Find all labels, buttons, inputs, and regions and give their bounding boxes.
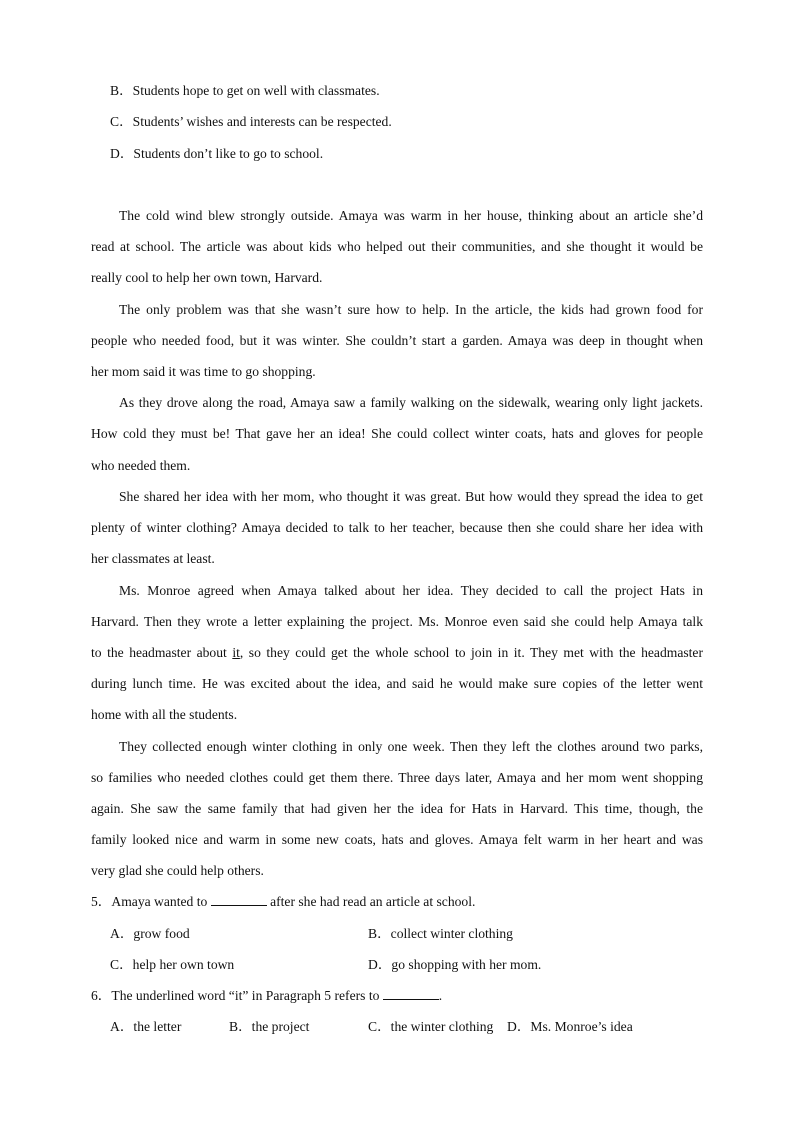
question-5-option-c <box>110 957 234 973</box>
paragraph-2-line: The only problem was that she wasn’t sure how to help. In the article, the kids had grown food for <box>119 302 703 317</box>
option-letter: B． <box>229 1019 252 1034</box>
question-5-option-a <box>110 926 190 942</box>
prev-option-c <box>110 114 392 130</box>
underlined-word: it <box>232 645 240 660</box>
option-text: grow food <box>133 926 190 941</box>
option-letter: B． <box>110 83 133 98</box>
paragraph-4-line: plenty of winter clothing? Amaya decided to talk to her teacher, because then she could share her idea with <box>91 520 703 535</box>
answer-blank <box>383 988 439 1000</box>
paragraph-4-line: She shared her idea with her mom, who thought it was great. But how would they spread the idea to get <box>119 489 703 504</box>
paragraph-1-line: really cool to help her own town, Harvard. <box>91 270 323 285</box>
paragraph-2-line: her mom said it was time to go shopping. <box>91 364 316 379</box>
question-5-option-b <box>368 926 513 942</box>
paragraph-5-line: home with all the students. <box>91 707 238 722</box>
paragraph-6-line: so families who needed clothes could get them there. Three days later, Amaya and her mom went shopping <box>91 770 703 785</box>
option-letter: A． <box>110 1019 134 1034</box>
paragraph-3-line: How cold they must be! That gave her an idea! She could collect winter coats, hats and gloves for people <box>91 426 703 441</box>
paragraph-5-line: Harvard. Then they wrote a letter explaining the project. Ms. Monroe even said she could help Amaya talk <box>91 614 703 629</box>
question-6-option-c <box>368 1019 493 1035</box>
paragraph-5-line: Ms. Monroe agreed when Amaya talked about her idea. They decided to call the project Hats in <box>119 583 703 598</box>
stem-text: Amaya wanted to <box>111 894 211 909</box>
option-letter: D． <box>507 1019 531 1034</box>
question-number: 6． <box>91 988 112 1003</box>
option-letter: C． <box>110 114 133 129</box>
text-segment: to the headmaster about <box>91 645 233 660</box>
question-5-stem <box>91 894 475 910</box>
question-5-option-d <box>368 957 541 973</box>
paragraph-1-line: The cold wind blew strongly outside. Amaya was warm in her house, thinking about an article she’d <box>119 208 703 223</box>
question-6-option-d <box>507 1019 633 1035</box>
paragraph-5-line <box>91 645 703 661</box>
paragraph-1-line: read at school. The article was about kids who helped out their communities, and she thought it would be <box>91 239 703 254</box>
option-letter: C． <box>368 1019 391 1034</box>
option-text: collect winter clothing <box>390 926 513 941</box>
option-text: the project <box>251 1019 310 1034</box>
option-letter: D． <box>368 957 392 972</box>
question-number: 5． <box>91 894 112 909</box>
paragraph-5-line: during lunch time. He was excited about the idea, and said he would make sure copies of the letter went <box>91 676 703 691</box>
option-letter: D． <box>110 146 134 161</box>
paragraph-3-line: As they drove along the road, Amaya saw a family walking on the sidewalk, wearing only light jackets. <box>119 395 703 410</box>
answer-blank <box>211 894 267 906</box>
text-segment: , so they could get the whole school to join in it. They met with the headmaster <box>239 645 703 660</box>
paragraph-4-line: her classmates at least. <box>91 551 215 566</box>
option-text: Ms. Monroe’s idea <box>530 1019 633 1034</box>
question-6-stem <box>91 988 442 1004</box>
option-text: Students don’t like to go to school. <box>133 146 324 161</box>
option-text: the winter clothing <box>390 1019 494 1034</box>
paragraph-6-line: again. She saw the same family that had given her the idea for Hats in Harvard. This time, though, the <box>91 801 703 816</box>
paragraph-6-line: family looked nice and warm in some new coats, hats and gloves. Amaya felt warm in her heart and was <box>91 832 703 847</box>
option-text: the letter <box>133 1019 182 1034</box>
stem-text: The underlined word “it” in Paragraph 5 refers to <box>111 988 383 1003</box>
option-letter: B． <box>368 926 391 941</box>
paragraph-6-line: very glad she could help others. <box>91 863 264 878</box>
option-text: Students hope to get on well with classmates. <box>132 83 380 98</box>
option-letter: C． <box>110 957 133 972</box>
option-text: help her own town <box>132 957 235 972</box>
stem-text: after she had read an article at school. <box>266 894 476 909</box>
paragraph-3-line: who needed them. <box>91 458 191 473</box>
stem-text: . <box>438 988 443 1003</box>
question-6-option-a <box>110 1019 181 1035</box>
paragraph-2-line: people who needed food, but it was winter. She couldn’t start a garden. Amaya was deep in thought when <box>91 333 703 348</box>
option-letter: A． <box>110 926 134 941</box>
option-text: Students’ wishes and interests can be respected. <box>132 114 392 129</box>
option-text: go shopping with her mom. <box>391 957 542 972</box>
prev-option-b <box>110 83 380 99</box>
prev-option-d <box>110 146 323 162</box>
paragraph-6-line: They collected enough winter clothing in only one week. Then they left the clothes around two parks, <box>119 739 703 754</box>
question-6-option-b <box>229 1019 309 1035</box>
